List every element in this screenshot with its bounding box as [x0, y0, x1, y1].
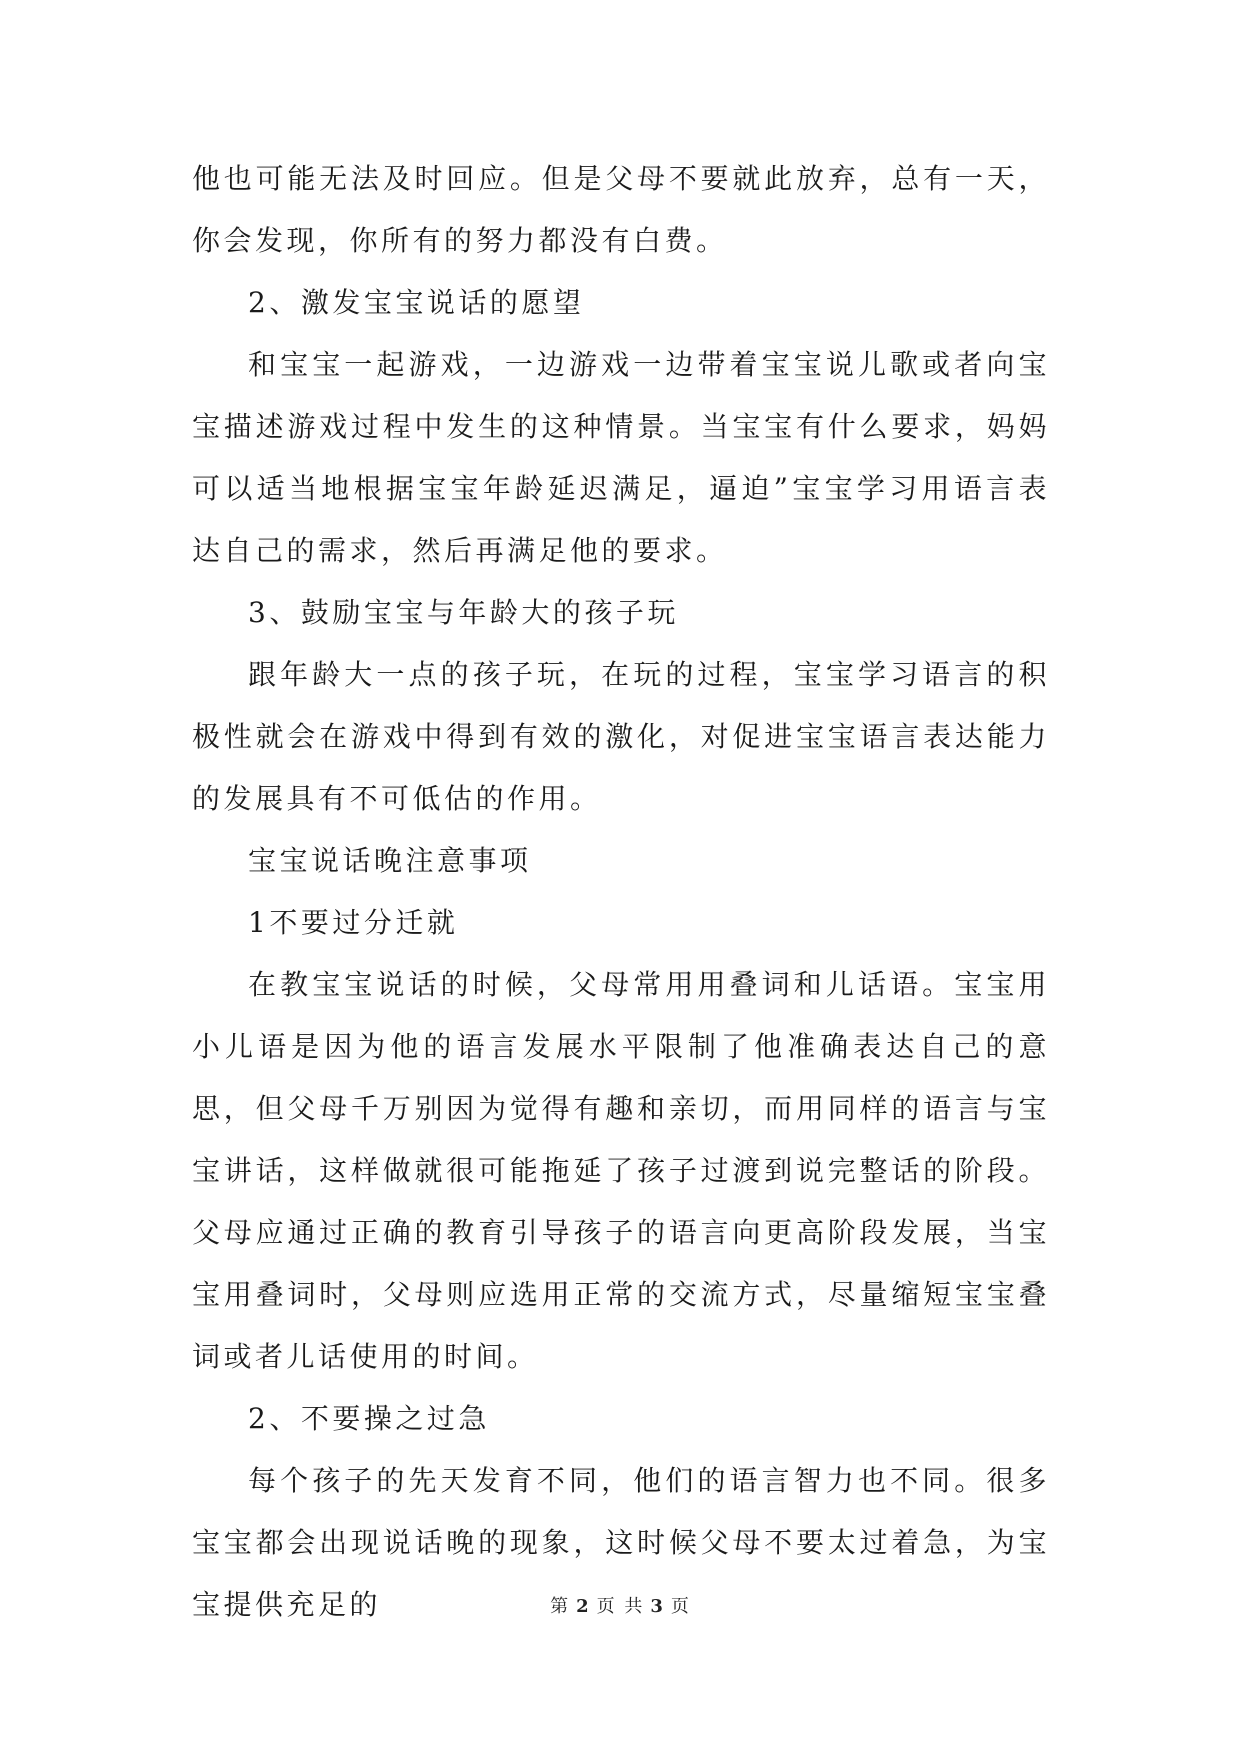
paragraph-play-together: 和宝宝一起游戏，一边游戏一边带着宝宝说儿歌或者向宝宝描述游戏过程中发生的这种情景。当宝宝有什么要求，妈妈可以适当地根据宝宝年龄延迟满足，逼迫”宝宝学习用语言表达自己的需求，然后再满足他的要求。 [192, 348, 1050, 567]
footer-prefix: 第 [550, 1596, 571, 1617]
document-body [192, 148, 1050, 1636]
footer-total-pages: 3 [650, 1596, 665, 1617]
paragraph-no-rush: 每个孩子的先天发育不同，他们的语言智力也不同。很多宝宝都会出现说话晚的现象，这时候父母不要太过着急，为宝宝提供充足的 [192, 1464, 1050, 1621]
footer-middle: 页 共 [596, 1596, 645, 1617]
paragraph-continued: 他也可能无法及时回应。但是父母不要就此放弃，总有一天，你会发现，你所有的努力都没有白费。 [192, 162, 1050, 257]
paragraph-no-indulgence: 在教宝宝说话的时候，父母常用用叠词和儿话语。宝宝用小儿语是因为他的语言发展水平限制了他准确表达自己的意思，但父母千万别因为觉得有趣和亲切，而用同样的语言与宝宝讲话，这样做就很可能拖延了孩子过渡到说完整话的阶段。父母应通过正确的教育引导孩子的语言向更高阶段发展，当宝宝用叠词时，父母则应选用正常的交流方式，尽量缩短宝宝叠词或者儿话使用的时间。 [192, 968, 1050, 1373]
section-heading-no-rush: 2、不要操之过急 [248, 1402, 490, 1435]
footer-current-page: 2 [576, 1596, 591, 1617]
section-heading-older-children: 3、鼓励宝宝与年龄大的孩子玩 [248, 596, 679, 629]
section-heading-precautions: 宝宝说话晚注意事项 [248, 844, 532, 877]
section-heading-no-indulgence: 1不要过分迁就 [248, 906, 459, 939]
section-heading-stimulate-desire: 2、激发宝宝说话的愿望 [248, 286, 585, 319]
page-footer [0, 1592, 1241, 1618]
paragraph-older-children: 跟年龄大一点的孩子玩，在玩的过程，宝宝学习语言的积极性就会在游戏中得到有效的激化，对促进宝宝语言表达能力的发展具有不可低估的作用。 [192, 658, 1050, 815]
footer-suffix: 页 [670, 1596, 691, 1617]
